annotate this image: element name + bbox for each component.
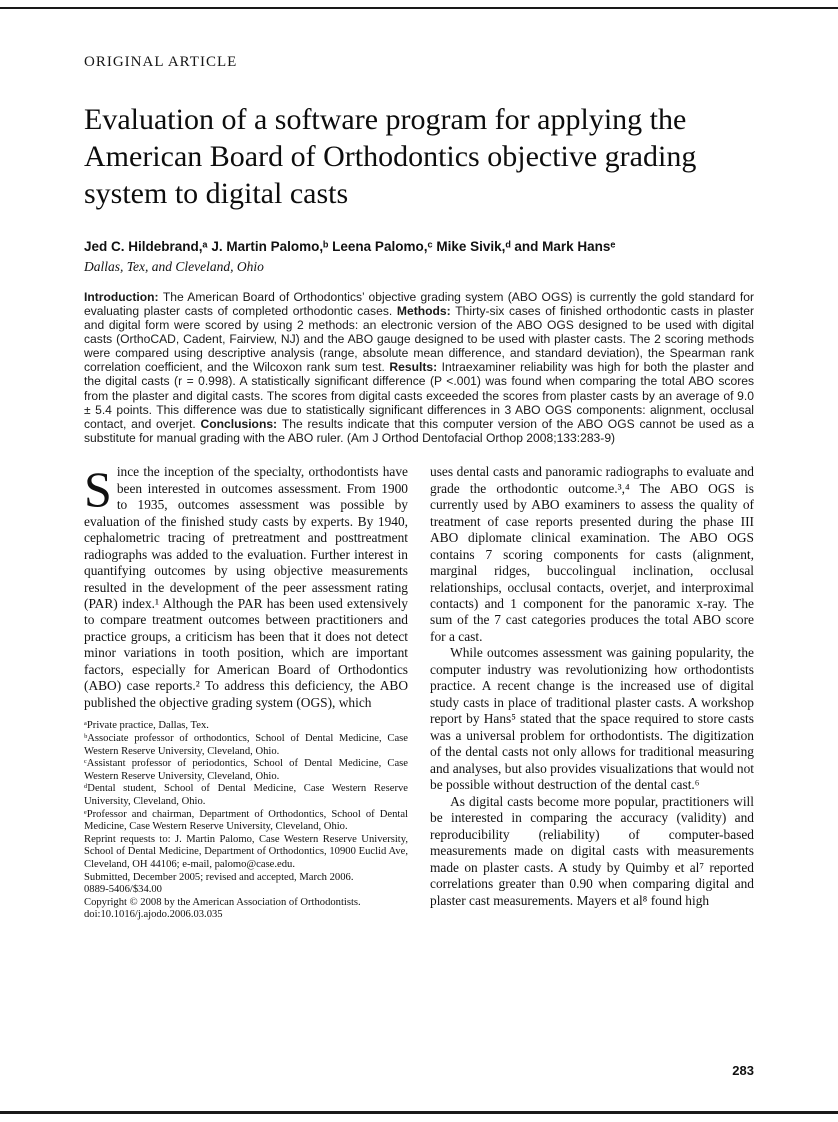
footnote: Reprint requests to: J. Martin Palomo, Case Western Reserve University, School of Dental Medicine, Department of Orthodontics, 10900 Euclid Ave, Cleveland, OH 44106; e-mail, palomo@case.edu.: [84, 833, 408, 870]
footnote: ᵇAssociate professor of orthodontics, School of Dental Medicine, Case Western Reserve University, Cleveland, Ohio.: [84, 732, 408, 757]
body-paragraph: uses dental casts and panoramic radiographs to evaluate and grade the orthodontic outcome.³,⁴ The ABO OGS is currently used by ABO examiners to assess the quality of treatment of case reports presented during the phase III ABO diplomate clinical examination. The ABO OGS contains 7 scoring components for casts (alignment, marginal ridges, buccolingual inclination, occlusal relationships, occlusal contacts, overjet, and interproximal contacts) and 1 component for the panoramic x-ray. The sum of the 7 cast categories produces the total ABO score for a cast.: [430, 464, 754, 644]
opening-paragraph: [84, 461, 408, 711]
opening-paragraph-text: ince the inception of the specialty, orthodontists have been interested in outcomes assessment. From 1900 to 1935, outcomes assessment was possible by evaluation of the finished study casts by experts. By 1940, cephalometric tracing of pretreatment and posttreatment radiographs was added to the evaluation. Further interest in quantifying outcomes by using objective measurements resulted in the development of the peer assessment rating (PAR) index.¹ Although the PAR has been used extensively to compare treatment outcomes between practitioners and practice groups, a criticism has been that it does not detect minor variations in tooth position, which are important factors, especially for American Board of Orthodontics (ABO) case reports.² To address this deficiency, the ABO published the objective grading system (OGS), which: [84, 464, 408, 710]
top-rule: [0, 7, 838, 9]
footnote: doi:10.1016/j.ajodo.2006.03.035: [84, 909, 223, 921]
footnote: ᵉProfessor and chairman, Department of Orthodontics, School of Dental Medicine, Case Western Reserve University, Cleveland, Ohio.: [84, 808, 408, 833]
abstract-paragraph: Introduction: The American Board of Orthodontics’ objective grading system (ABO OGS) is currently the gold standard for evaluating plaster casts of completed orthodontic cases. Methods: Thirty-six cases of finished orthodontic casts in plaster and digital form were scored by using 2 methods: an electronic version of the ABO OGS designed to be used with digital casts (OrthoCAD, Cadent, Fairview, NJ) and the ABO gauge designed to be used with plaster casts. The 2 scoring methods were compared using descriptive analysis (range, absolute mean difference, and standard deviation), the Spearman rank correlation coefficient, and the Wilcoxon rank sum test. Results: Intraexaminer reliability was high for both the plaster and the digital casts (r = 0.998). A statistically significant difference (P <.001) was found when comparing the total ABO scores from the plaster and digital casts. The scores from digital casts exceeded the scores from plaster casts by an average of 9.0 ± 5.4 points. This difference was due to statistically significant differences in 3 ABO OGS components: alignment, occlusal contact, and overjet. Conclusions: The results indicate that this computer version of the ABO OGS cannot be used as a substitute for manual grading with the ABO ruler. (Am J Orthod Dentofacial Orthop 2008;133:283-9): [84, 289, 755, 445]
body-paragraph: While outcomes assessment was gaining popularity, the computer industry was revolutionizing how orthodontists practice. A recent change is the increased use of digital study casts in place of traditional plaster casts. A workshop report by Hans⁵ stated that the space required to store casts was a universal problem for orthodontists. The digitization of the dental casts not only allows for traditional measuring and analyses, but also provides visualizations that would not be possible without destruction of the dental cast.⁶: [430, 645, 754, 793]
footnote: 0889-5406/$34.00: [84, 884, 162, 896]
bottom-rule: [0, 1111, 838, 1114]
body-right-column: [430, 464, 754, 922]
drop-cap: S: [84, 461, 112, 518]
footnote: Submitted, December 2005; revised and accepted, March 2006.: [84, 871, 354, 883]
authors-line: Jed C. Hildebrand,ᵃ J. Martin Palomo,ᵇ Leena Palomo,ᶜ Mike Sivik,ᵈ and Mark Hansᵉ: [84, 238, 616, 254]
footnote: Copyright © 2008 by the American Association of Orthodontists.: [84, 896, 361, 908]
body-paragraph: As digital casts become more popular, practitioners will be interested in comparing the accuracy (validity) and reproducibility (reliability) of computer-based measurements made on digital casts with measurements made on plaster casts. A study by Quimby et al⁷ reported correlations greater than 0.90 when comparing digital and plaster cast measurements. Mayers et al⁸ found high: [430, 793, 754, 908]
affiliation-line: Dallas, Tex, and Cleveland, Ohio: [84, 258, 264, 274]
article-title: Evaluation of a software program for applying the American Board of Orthodontics objective grading system to digital casts: [84, 103, 697, 211]
body-left-column: [84, 461, 408, 922]
body-columns: [84, 461, 754, 922]
footnote: ᶜAssistant professor of periodontics, School of Dental Medicine, Case Western Reserve University, Cleveland, Ohio.: [84, 758, 408, 782]
article-type-label: ORIGINAL ARTICLE: [84, 54, 238, 70]
page-number: 283: [732, 1063, 754, 1078]
footnote: ᵈDental student, School of Dental Medicine, Case Western Reserve University, Cleveland, Ohio.: [84, 783, 408, 807]
footnotes-block: [84, 720, 408, 922]
footnote: ᵃPrivate practice, Dallas, Tex.: [84, 720, 209, 732]
page-content: [0, 54, 838, 922]
